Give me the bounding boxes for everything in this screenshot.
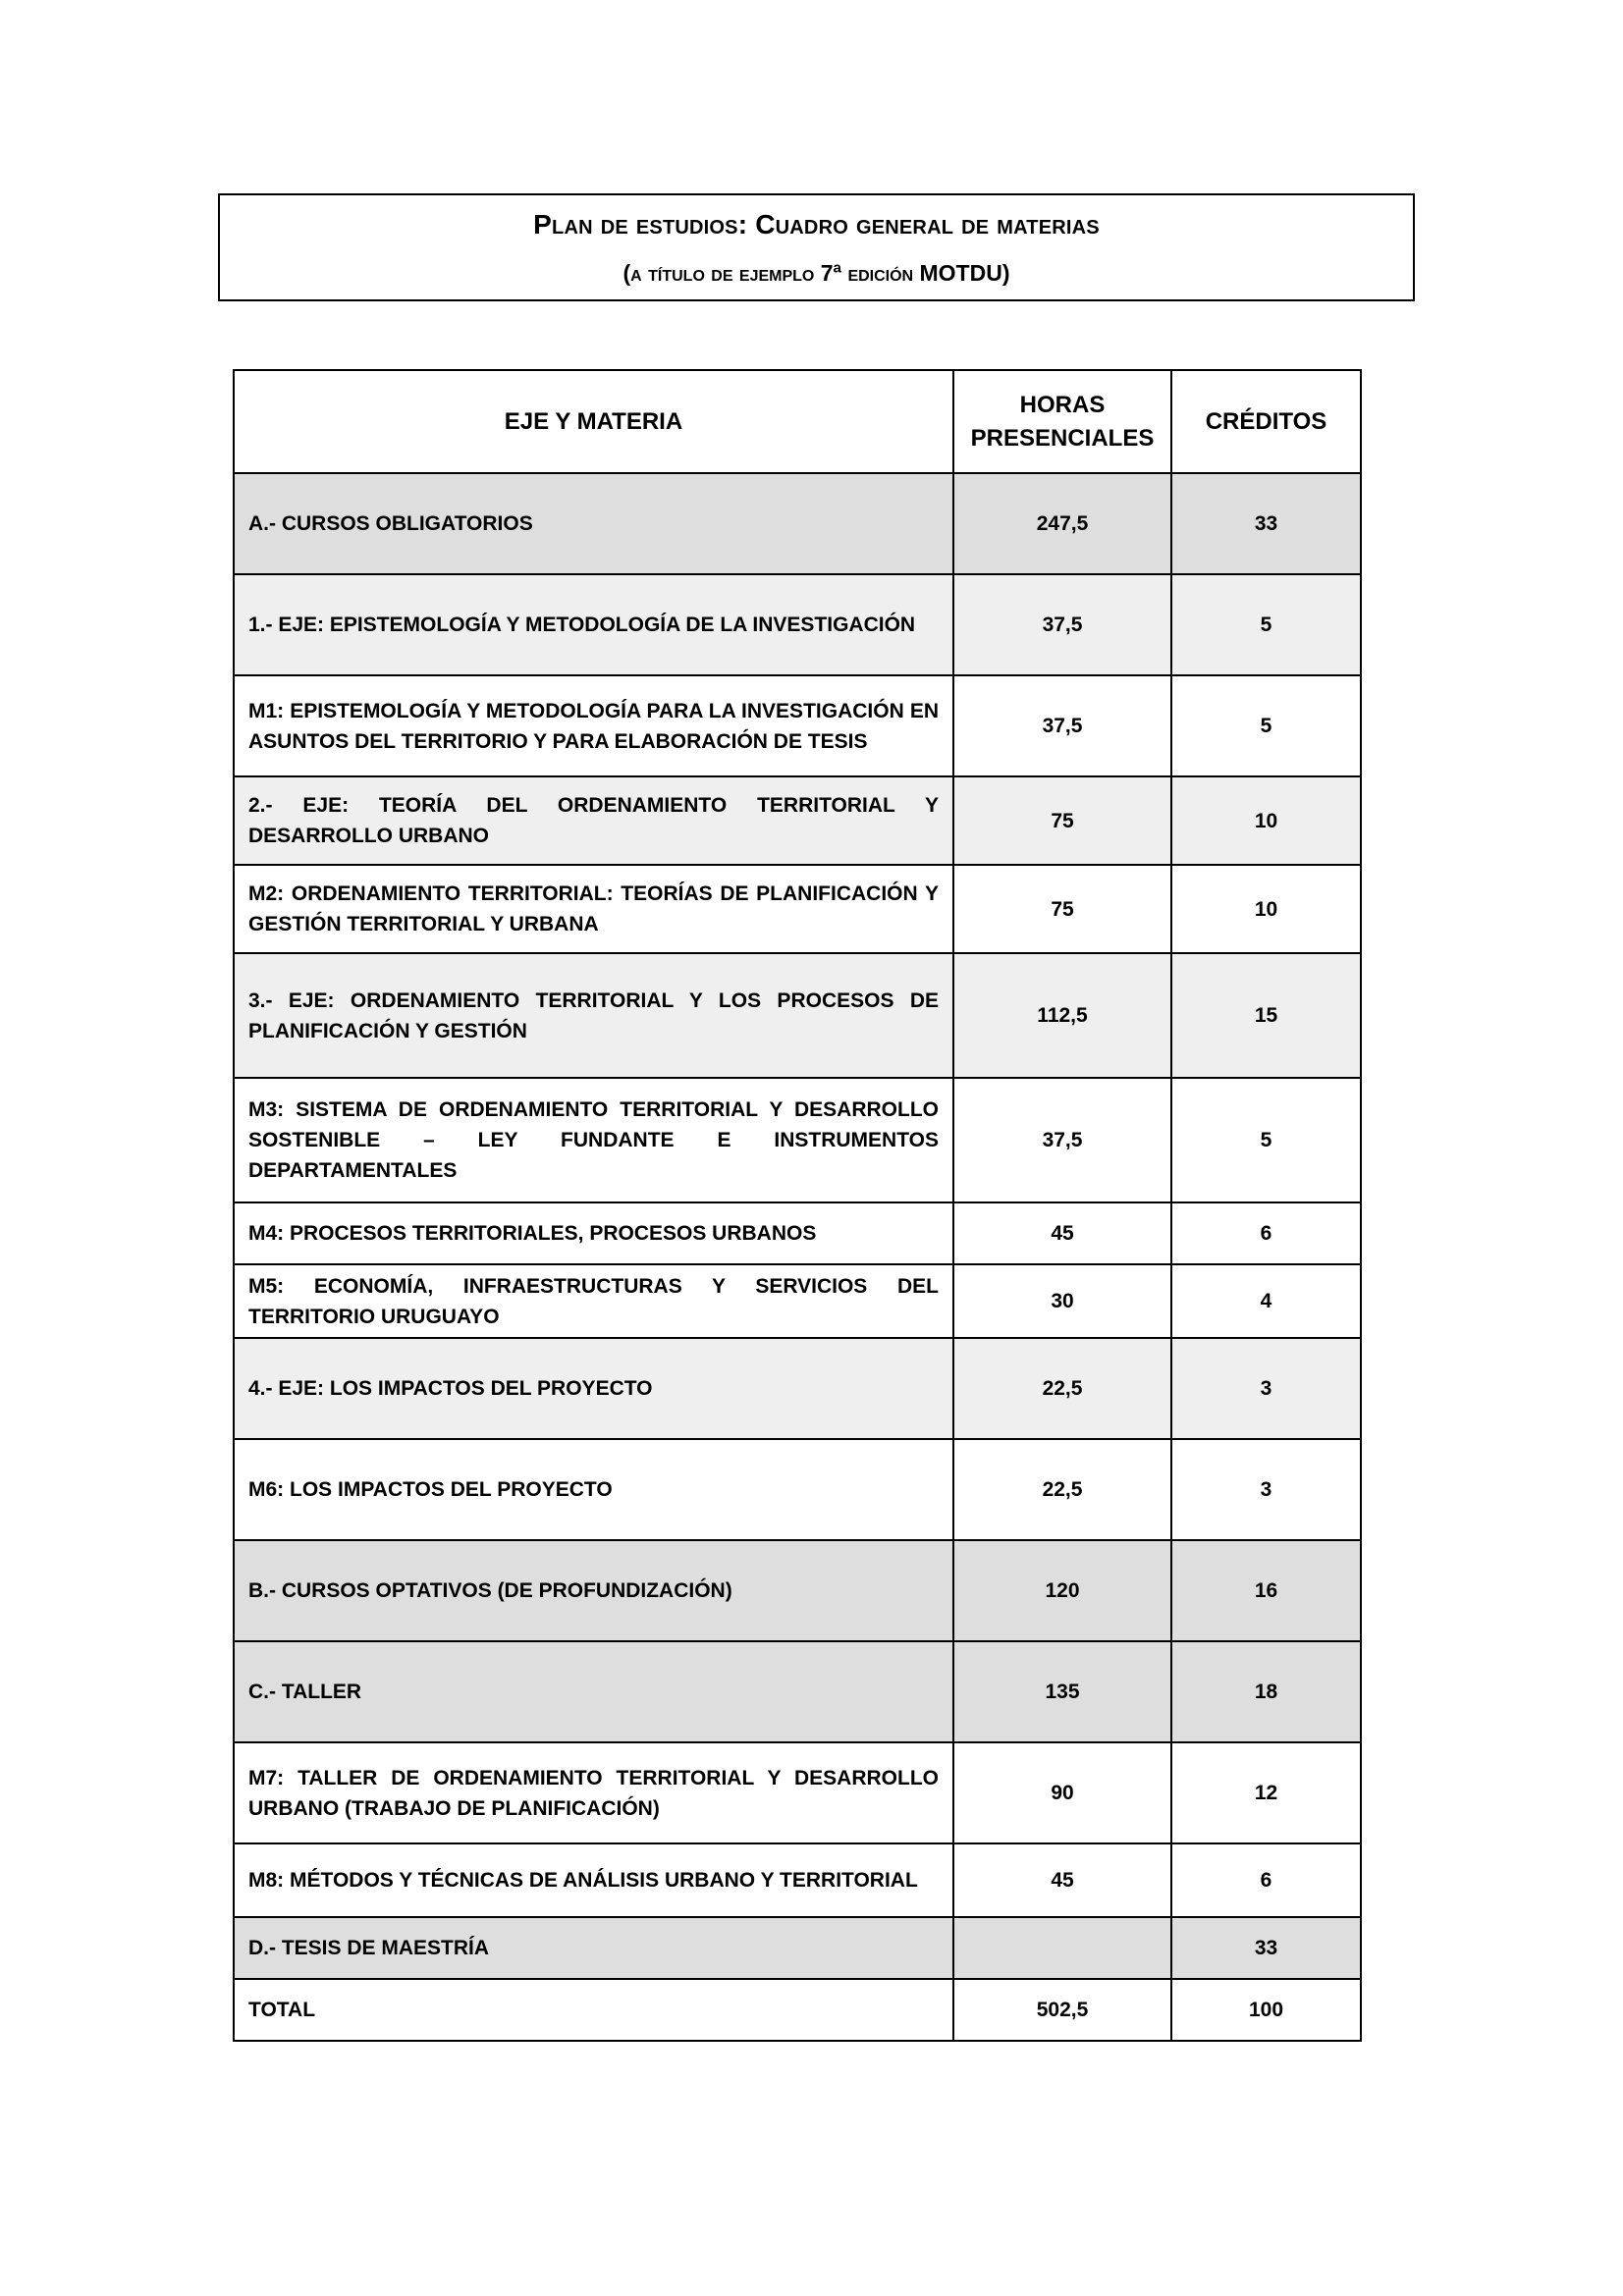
table-row <box>234 1338 1361 1439</box>
column-header-hours: HORAS PRESENCIALES <box>953 370 1171 473</box>
row-credits-cell: 5 <box>1171 574 1361 675</box>
document-subtitle: (a título de ejemplo 7ª edición MOTDU) <box>622 260 1010 286</box>
row-credits-cell: 100 <box>1171 1979 1361 2041</box>
column-header-subject: EJE Y MATERIA <box>234 370 953 473</box>
row-credits-cell: 10 <box>1171 865 1361 953</box>
row-credits-cell: 18 <box>1171 1641 1361 1742</box>
row-hours-cell: 37,5 <box>953 574 1171 675</box>
table-row <box>234 1843 1361 1917</box>
table-row <box>234 1742 1361 1843</box>
table-row <box>234 1979 1361 2041</box>
row-credits-cell: 16 <box>1171 1540 1361 1641</box>
row-credits-cell: 5 <box>1171 675 1361 776</box>
row-credits-cell: 5 <box>1171 1078 1361 1202</box>
row-credits-cell: 6 <box>1171 1843 1361 1917</box>
table-row <box>234 1202 1361 1264</box>
table-row <box>234 1264 1361 1338</box>
table-body <box>234 473 1361 2041</box>
row-credits-cell: 10 <box>1171 776 1361 865</box>
row-subject-cell: M8: MÉTODOS Y TÉCNICAS DE ANÁLISIS URBANO Y TERRITORIAL <box>234 1843 953 1917</box>
row-credits-cell: 33 <box>1171 1917 1361 1979</box>
table-row <box>234 953 1361 1078</box>
row-hours-cell: 45 <box>953 1202 1171 1264</box>
row-hours-cell: 75 <box>953 776 1171 865</box>
row-subject-cell: M4: PROCESOS TERRITORIALES, PROCESOS URBANOS <box>234 1202 953 1264</box>
row-credits-cell: 33 <box>1171 473 1361 574</box>
document-title: Plan de estudios: Cuadro general de materias <box>533 209 1100 240</box>
row-subject-cell: M6: LOS IMPACTOS DEL PROYECTO <box>234 1439 953 1540</box>
row-credits-cell: 6 <box>1171 1202 1361 1264</box>
row-hours-cell: 30 <box>953 1264 1171 1338</box>
row-subject-cell: 4.- EJE: LOS IMPACTOS DEL PROYECTO <box>234 1338 953 1439</box>
row-hours-cell: 37,5 <box>953 1078 1171 1202</box>
row-hours-cell: 22,5 <box>953 1439 1171 1540</box>
row-credits-cell: 3 <box>1171 1338 1361 1439</box>
row-subject-cell: 2.- EJE: TEORÍA DEL ORDENAMIENTO TERRITORIAL Y DESARROLLO URBANO <box>234 776 953 865</box>
row-credits-cell: 12 <box>1171 1742 1361 1843</box>
curriculum-table <box>233 369 1362 2042</box>
row-subject-cell: 3.- EJE: ORDENAMIENTO TERRITORIAL Y LOS PROCESOS DE PLANIFICACIÓN Y GESTIÓN <box>234 953 953 1078</box>
row-credits-cell: 15 <box>1171 953 1361 1078</box>
row-hours-cell: 90 <box>953 1742 1171 1843</box>
row-subject-cell: C.- TALLER <box>234 1641 953 1742</box>
row-subject-cell: M3: SISTEMA DE ORDENAMIENTO TERRITORIAL Y DESARROLLO SOSTENIBLE – LEY FUNDANTE E INSTRUMENTOS DEPARTAMENTALES <box>234 1078 953 1202</box>
row-subject-cell: 1.- EJE: EPISTEMOLOGÍA Y METODOLOGÍA DE LA INVESTIGACIÓN <box>234 574 953 675</box>
table-row <box>234 1641 1361 1742</box>
table-row <box>234 1078 1361 1202</box>
row-hours-cell: 22,5 <box>953 1338 1171 1439</box>
row-hours-cell: 120 <box>953 1540 1171 1641</box>
row-hours-cell <box>953 1917 1171 1979</box>
row-subject-cell: M5: ECONOMÍA, INFRAESTRUCTURAS Y SERVICIOS DEL TERRITORIO URUGUAYO <box>234 1264 953 1338</box>
row-hours-cell: 45 <box>953 1843 1171 1917</box>
row-hours-cell: 502,5 <box>953 1979 1171 2041</box>
row-subject-cell: M1: EPISTEMOLOGÍA Y METODOLOGÍA PARA LA INVESTIGACIÓN EN ASUNTOS DEL TERRITORIO Y PARA ELABORACIÓN DE TESIS <box>234 675 953 776</box>
table-row <box>234 1917 1361 1979</box>
row-hours-cell: 112,5 <box>953 953 1171 1078</box>
row-hours-cell: 247,5 <box>953 473 1171 574</box>
document-title-box <box>218 193 1415 301</box>
row-hours-cell: 135 <box>953 1641 1171 1742</box>
table-row <box>234 1540 1361 1641</box>
row-subject-cell: D.- TESIS DE MAESTRÍA <box>234 1917 953 1979</box>
row-credits-cell: 4 <box>1171 1264 1361 1338</box>
row-hours-cell: 37,5 <box>953 675 1171 776</box>
row-subject-cell: B.- CURSOS OPTATIVOS (DE PROFUNDIZACIÓN) <box>234 1540 953 1641</box>
row-credits-cell: 3 <box>1171 1439 1361 1540</box>
row-hours-cell: 75 <box>953 865 1171 953</box>
row-subject-cell: M7: TALLER DE ORDENAMIENTO TERRITORIAL Y DESARROLLO URBANO (TRABAJO DE PLANIFICACIÓN) <box>234 1742 953 1843</box>
table-header-row <box>234 370 1361 473</box>
column-header-credits: CRÉDITOS <box>1171 370 1361 473</box>
row-subject-cell: M2: ORDENAMIENTO TERRITORIAL: TEORÍAS DE PLANIFICACIÓN Y GESTIÓN TERRITORIAL Y URBANA <box>234 865 953 953</box>
table-row <box>234 1439 1361 1540</box>
row-subject-cell: TOTAL <box>234 1979 953 2041</box>
row-subject-cell: A.- CURSOS OBLIGATORIOS <box>234 473 953 574</box>
table-row <box>234 776 1361 865</box>
table-row <box>234 865 1361 953</box>
table-row <box>234 675 1361 776</box>
table-row <box>234 473 1361 574</box>
table-row <box>234 574 1361 675</box>
